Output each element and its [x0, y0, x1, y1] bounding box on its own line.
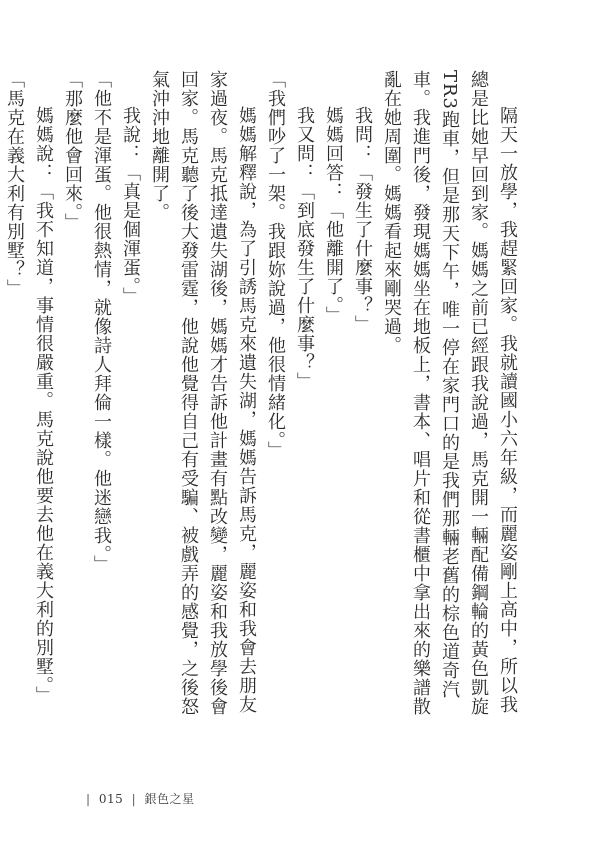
footer-separator: | [131, 792, 137, 806]
paragraph: 媽媽回答：「他離開了。」 [323, 106, 344, 325]
page-number: 015 [98, 792, 124, 806]
paragraph: 我說：「真是個渾蛋。」 [120, 106, 141, 306]
book-title: 銀色之星 [144, 792, 195, 806]
paragraph: 「馬克在義大利有別墅？」 [4, 70, 25, 298]
body-text [4, 70, 522, 720]
paragraph: 媽媽說：「我不知道，事情很嚴重。馬克說他要去他在義大利的別墅。」 [33, 106, 54, 705]
paragraph: 我問：「發生了什麼事？」 [352, 106, 373, 334]
paragraph: 「我們吵了一架。我跟妳說過，他很情緒化。」 [265, 70, 286, 460]
paragraph: 媽媽解釋說，為了引誘馬克來遺失湖，媽媽告訴馬克，麗姿和我會去朋友家過夜。馬克抵達遺失湖後，媽媽才告訴他計畫有點改變，麗姿和我放學後會回家。馬克聽了後大發雷霆，他說他覺得自己有受騙、被戲弄的感覺，之後怒氣沖沖地離開了。 [149, 70, 257, 716]
paragraph: 我又問：「到底發生了什麼事？」 [294, 106, 315, 391]
paragraph: 「他不是渾蛋。他很熱情，就像詩人拜倫一樣。他迷戀我。」 [91, 70, 112, 574]
page-footer [82, 790, 195, 807]
footer-separator: | [86, 792, 91, 806]
paragraph: 隔天一放學，我趕緊回家。我就讀國小六年級，而麗姿剛上高中，所以我總是比她早回到家。媽媽之前已經跟我說過，馬克開一輛配備鋼輪的黃色凱旋TR3跑車，但是那天下午，唯一停在家門口的是我們那輛老舊的棕色道奇汽車。我進門後，發現媽媽坐在地板上，書本、唱片和從書櫃中拿出來的樂譜散亂在她周圍。媽媽看起來剛哭過。 [381, 70, 518, 716]
paragraph: 「那麼他會回來。」 [62, 70, 83, 232]
